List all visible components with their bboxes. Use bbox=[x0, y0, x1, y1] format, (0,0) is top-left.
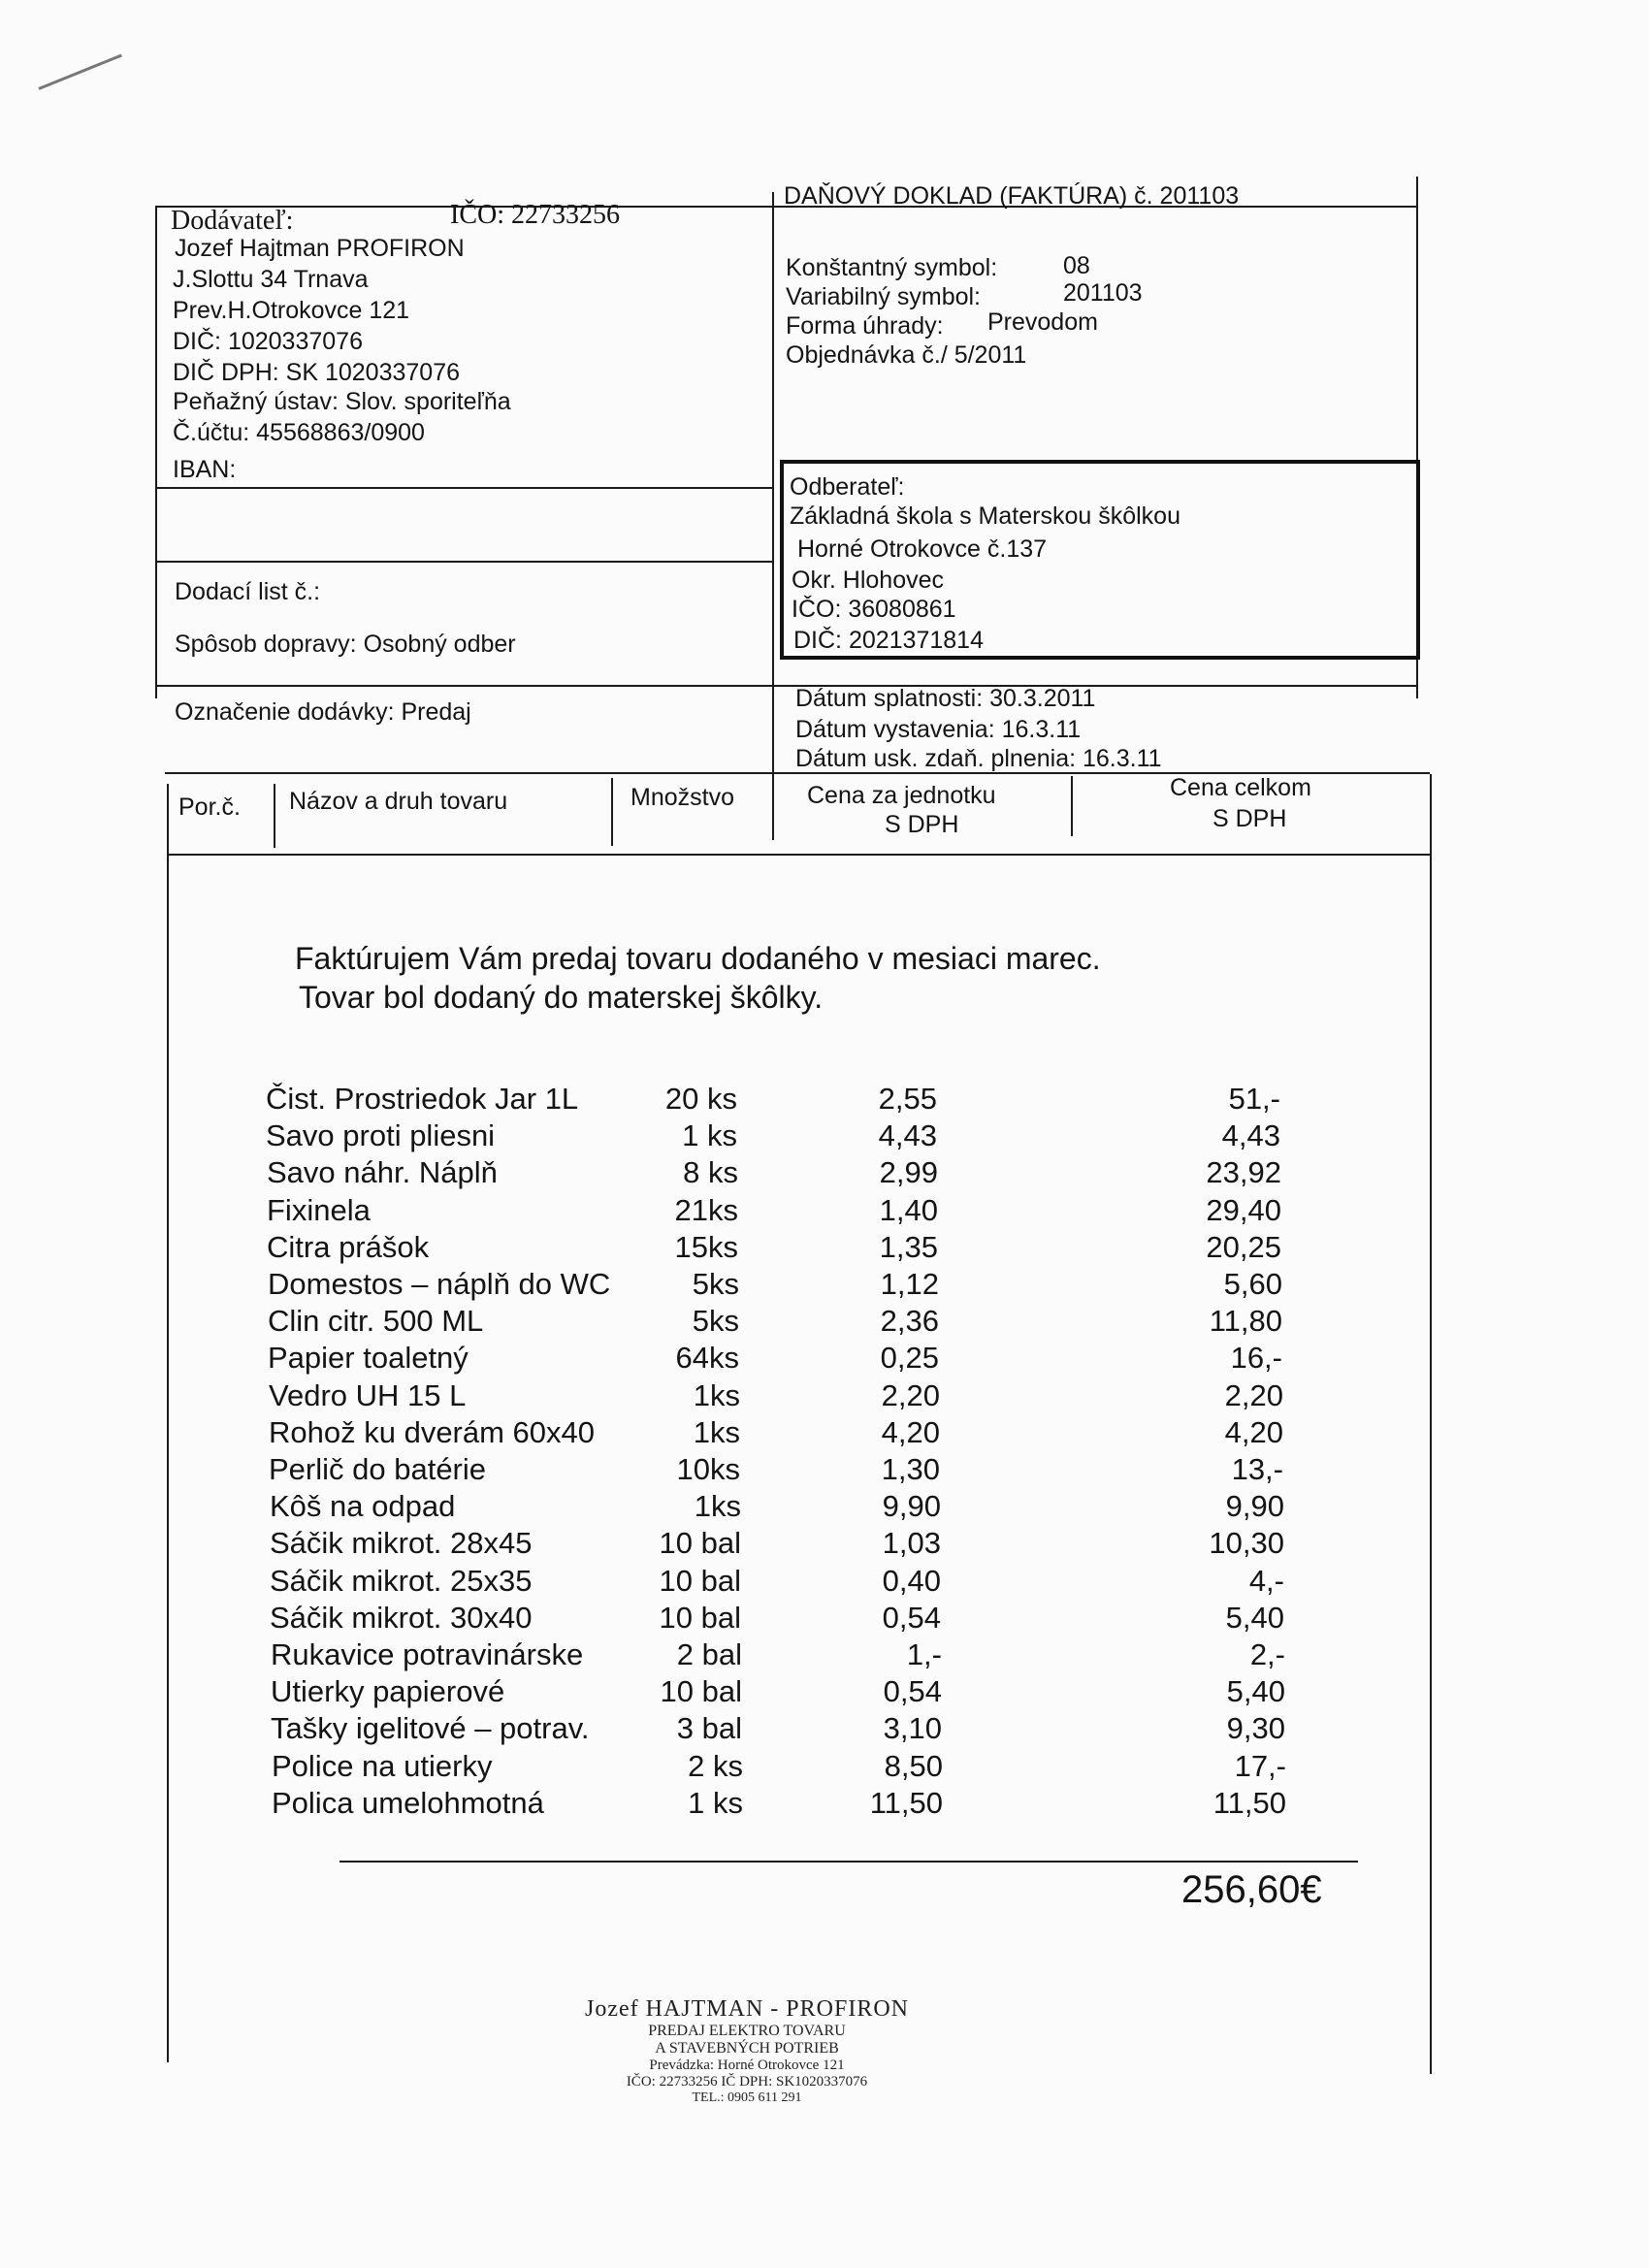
item-row bbox=[0, 1600, 1649, 1636]
item-qty: 5ks bbox=[692, 1304, 739, 1338]
item-qty: 1ks bbox=[693, 1378, 740, 1412]
staple-mark bbox=[38, 54, 121, 90]
item-name: Sáčik mikrot. 30x40 bbox=[270, 1601, 533, 1635]
item-row bbox=[0, 1636, 1649, 1673]
item-row bbox=[0, 1414, 1649, 1451]
delivery-designation: Označenie dodávky: Predaj bbox=[175, 698, 471, 726]
item-name: Citra prášok bbox=[267, 1230, 430, 1264]
item-total: 2,- bbox=[1249, 1637, 1285, 1671]
item-qty: 15ks bbox=[674, 1230, 738, 1264]
item-total: 17,- bbox=[1234, 1749, 1286, 1783]
customer-ico: IČO: 36080861 bbox=[792, 596, 956, 623]
item-row bbox=[0, 1488, 1649, 1525]
total-rule bbox=[340, 1861, 1358, 1863]
supplier-dic-dph: DIČ DPH: SK 1020337076 bbox=[173, 359, 461, 386]
item-total: 4,- bbox=[1248, 1564, 1284, 1598]
customer-dic: DIČ: 2021371814 bbox=[793, 627, 984, 654]
item-name: Tašky igelitové – potrav. bbox=[271, 1711, 590, 1745]
col-header-qty: Množstvo bbox=[630, 784, 734, 811]
item-name: Sáčik mikrot. 28x45 bbox=[270, 1526, 533, 1560]
var-symbol-label: Variabilný symbol: bbox=[786, 283, 982, 310]
item-unit-price: 2,99 bbox=[879, 1155, 938, 1189]
customer-district: Okr. Hlohovec bbox=[792, 567, 945, 594]
item-qty: 64ks bbox=[675, 1341, 739, 1375]
frame-middle-divider bbox=[772, 192, 774, 840]
col-header-total-sub: S DPH bbox=[1212, 805, 1287, 832]
item-total: 4,20 bbox=[1224, 1415, 1283, 1449]
invoice-title: DAŇOVÝ DOKLAD (FAKTÚRA) č. 201103 bbox=[784, 182, 1240, 210]
supplier-account: Č.účtu: 45568863/0900 bbox=[173, 419, 425, 446]
item-name: Police na utierky bbox=[272, 1749, 493, 1783]
date-taxable: Dátum usk. zdaň. plnenia: 16.3.11 bbox=[795, 745, 1162, 772]
item-name: Fixinela bbox=[267, 1193, 371, 1227]
item-total: 20,25 bbox=[1206, 1230, 1281, 1264]
item-row bbox=[0, 1340, 1649, 1377]
item-name: Domestos – náplň do WC bbox=[268, 1267, 611, 1301]
supplier-label: Dodávateľ: bbox=[171, 206, 294, 236]
item-row bbox=[0, 1525, 1649, 1562]
item-unit-price: 4,43 bbox=[878, 1118, 937, 1152]
customer-label: Odberateľ: bbox=[790, 473, 905, 501]
item-unit-price: 1,03 bbox=[882, 1526, 941, 1560]
item-qty: 8 ks bbox=[683, 1155, 738, 1189]
intro-line-1: Faktúrujem Vám predaj tovaru dodaného v mesiaci marec. bbox=[295, 941, 1101, 976]
intro-line-2: Tovar bol dodaný do materskej škôlky. bbox=[299, 980, 824, 1015]
supplier-branch: Prev.H.Otrokovce 121 bbox=[173, 297, 410, 324]
stamp-line-5: IČO: 22733256 IČ DPH: SK1020337076 bbox=[626, 2074, 868, 2090]
item-row bbox=[0, 1118, 1649, 1154]
item-unit-price: 3,10 bbox=[883, 1711, 942, 1745]
supplier-bank: Peňažný ústav: Slov. sporiteľňa bbox=[173, 388, 511, 415]
item-unit-price: 0,54 bbox=[883, 1674, 942, 1708]
item-row bbox=[0, 1266, 1649, 1303]
item-name: Utierky papierové bbox=[271, 1674, 505, 1708]
date-due: Dátum splatnosti: 30.3.2011 bbox=[795, 685, 1096, 712]
date-issued: Dátum vystavenia: 16.3.11 bbox=[795, 716, 1082, 743]
const-symbol-label: Konštantný symbol: bbox=[786, 254, 998, 281]
payment-value: Prevodom bbox=[987, 308, 1098, 336]
item-unit-price: 1,12 bbox=[880, 1267, 939, 1301]
item-total: 5,60 bbox=[1223, 1267, 1282, 1301]
order-number: Objednávka č./ 5/2011 bbox=[786, 341, 1027, 369]
item-total: 5,40 bbox=[1226, 1674, 1285, 1708]
item-name: Sáčik mikrot. 25x35 bbox=[270, 1564, 533, 1598]
customer-address: Horné Otrokovce č.137 bbox=[797, 535, 1048, 563]
item-qty: 1 ks bbox=[682, 1118, 737, 1152]
item-unit-price: 2,20 bbox=[881, 1378, 940, 1412]
item-row bbox=[0, 1748, 1649, 1785]
col-header-unit-price: Cena za jednotku bbox=[807, 782, 996, 809]
item-row bbox=[0, 1785, 1649, 1822]
item-qty: 10 bal bbox=[659, 1564, 741, 1598]
const-symbol-value: 08 bbox=[1063, 252, 1090, 279]
item-total: 23,92 bbox=[1206, 1155, 1281, 1189]
item-qty: 20 ks bbox=[664, 1082, 737, 1116]
item-total: 9,90 bbox=[1225, 1489, 1284, 1523]
item-qty: 21ks bbox=[674, 1193, 738, 1227]
item-unit-price: 9,90 bbox=[882, 1489, 941, 1523]
item-row bbox=[0, 1673, 1649, 1710]
stamp-line-4: Prevádzka: Horné Otrokovce 121 bbox=[649, 2057, 845, 2073]
item-unit-price: 11,50 bbox=[869, 1786, 943, 1820]
item-name: Papier toaletný bbox=[268, 1341, 469, 1375]
item-unit-price: 1,35 bbox=[879, 1230, 938, 1264]
item-qty: 3 bal bbox=[676, 1711, 742, 1745]
item-name: Polica umelohmotná bbox=[272, 1786, 544, 1820]
item-unit-price: 0,54 bbox=[882, 1601, 941, 1635]
item-total: 9,30 bbox=[1226, 1711, 1285, 1745]
item-qty: 1 ks bbox=[688, 1786, 743, 1820]
transport-method: Spôsob dopravy: Osobný odber bbox=[175, 631, 516, 658]
table-col-sep-1 bbox=[274, 784, 275, 848]
item-name: Perlič do batérie bbox=[269, 1452, 487, 1486]
item-unit-price: 2,36 bbox=[880, 1304, 939, 1338]
item-row bbox=[0, 1192, 1649, 1229]
col-header-name: Názov a druh tovaru bbox=[289, 788, 508, 815]
supplier-street: J.Slottu 34 Trnava bbox=[173, 266, 369, 293]
item-qty: 10 bal bbox=[659, 1526, 741, 1560]
item-name: Rohož ku dverám 60x40 bbox=[269, 1415, 596, 1449]
item-unit-price: 1,40 bbox=[879, 1193, 938, 1227]
item-unit-price: 2,55 bbox=[878, 1082, 937, 1116]
stamp-line-1: Jozef HAJTMAN - PROFIRON bbox=[585, 1996, 909, 2022]
item-qty: 1ks bbox=[694, 1489, 741, 1523]
supplier-ico: IČO: 22733256 bbox=[450, 200, 620, 230]
item-name: Čist. Prostriedok Jar 1L bbox=[266, 1082, 579, 1116]
customer-name: Základná škola s Materskou škôlkou bbox=[790, 502, 1180, 530]
item-unit-price: 0,25 bbox=[880, 1341, 939, 1375]
stamp-line-3: A STAVEBNÝCH POTRIEB bbox=[655, 2040, 839, 2057]
table-col-sep-3 bbox=[1071, 776, 1073, 836]
item-name: Rukavice potravinárske bbox=[271, 1637, 584, 1671]
col-header-no: Por.č. bbox=[178, 794, 241, 821]
item-row bbox=[0, 1154, 1649, 1191]
supplier-iban: IBAN: bbox=[173, 456, 237, 483]
item-qty: 2 ks bbox=[688, 1749, 743, 1783]
item-unit-price: 4,20 bbox=[881, 1415, 940, 1449]
item-row bbox=[0, 1563, 1649, 1600]
table-header-bottom bbox=[167, 854, 1432, 856]
supplier-name: Jozef Hajtman PROFIRON bbox=[175, 235, 465, 262]
item-row bbox=[0, 1229, 1649, 1266]
item-row bbox=[0, 1710, 1649, 1747]
item-total: 13,- bbox=[1231, 1452, 1283, 1486]
item-row bbox=[0, 1377, 1649, 1414]
item-row bbox=[0, 1303, 1649, 1340]
supplier-dic: DIČ: 1020337076 bbox=[173, 328, 363, 355]
item-unit-price: 1,30 bbox=[881, 1452, 940, 1486]
grand-total: 256,60€ bbox=[1181, 1868, 1322, 1911]
item-total: 16,- bbox=[1230, 1341, 1282, 1375]
item-total: 5,40 bbox=[1225, 1601, 1284, 1635]
col-header-unit-price-sub: S DPH bbox=[885, 811, 959, 838]
company-stamp bbox=[543, 1996, 951, 2106]
item-row bbox=[0, 1451, 1649, 1488]
col-header-total: Cena celkom bbox=[1170, 774, 1311, 801]
item-total: 2,20 bbox=[1224, 1378, 1283, 1412]
item-unit-price: 1,- bbox=[906, 1637, 942, 1671]
item-row bbox=[0, 1081, 1649, 1118]
var-symbol-value: 201103 bbox=[1063, 279, 1143, 307]
item-qty: 5ks bbox=[692, 1267, 739, 1301]
item-name: Savo náhr. Náplň bbox=[267, 1155, 498, 1189]
item-total: 4,43 bbox=[1221, 1118, 1280, 1152]
item-total: 11,50 bbox=[1212, 1786, 1286, 1820]
frame-h-after-transport bbox=[155, 685, 1418, 687]
item-qty: 10ks bbox=[676, 1452, 740, 1486]
payment-label: Forma úhrady: bbox=[786, 312, 944, 340]
item-name: Kôš na odpad bbox=[270, 1489, 456, 1523]
item-total: 11,80 bbox=[1209, 1304, 1282, 1338]
item-qty: 2 bal bbox=[676, 1637, 742, 1671]
delivery-note-label: Dodací list č.: bbox=[175, 578, 321, 605]
stamp-line-6: TEL.: 0905 611 291 bbox=[692, 2090, 802, 2105]
frame-h-after-iban bbox=[155, 487, 772, 489]
item-total: 51,- bbox=[1228, 1082, 1280, 1116]
item-total: 29,40 bbox=[1206, 1193, 1281, 1227]
item-qty: 10 bal bbox=[660, 1674, 742, 1708]
item-name: Clin citr. 500 ML bbox=[268, 1304, 484, 1338]
frame-left bbox=[155, 206, 157, 698]
item-qty: 10 bal bbox=[659, 1601, 741, 1635]
table-col-sep-2 bbox=[611, 778, 613, 846]
item-qty: 1ks bbox=[693, 1415, 740, 1449]
item-name: Vedro UH 15 L bbox=[269, 1378, 467, 1412]
item-unit-price: 8,50 bbox=[884, 1749, 943, 1783]
item-total: 10,30 bbox=[1209, 1526, 1284, 1560]
item-unit-price: 0,40 bbox=[882, 1564, 941, 1598]
stamp-line-2: PREDAJ ELEKTRO TOVARU bbox=[648, 2023, 846, 2039]
frame-h-mid-left bbox=[155, 561, 772, 563]
item-name: Savo proti pliesni bbox=[266, 1118, 496, 1152]
